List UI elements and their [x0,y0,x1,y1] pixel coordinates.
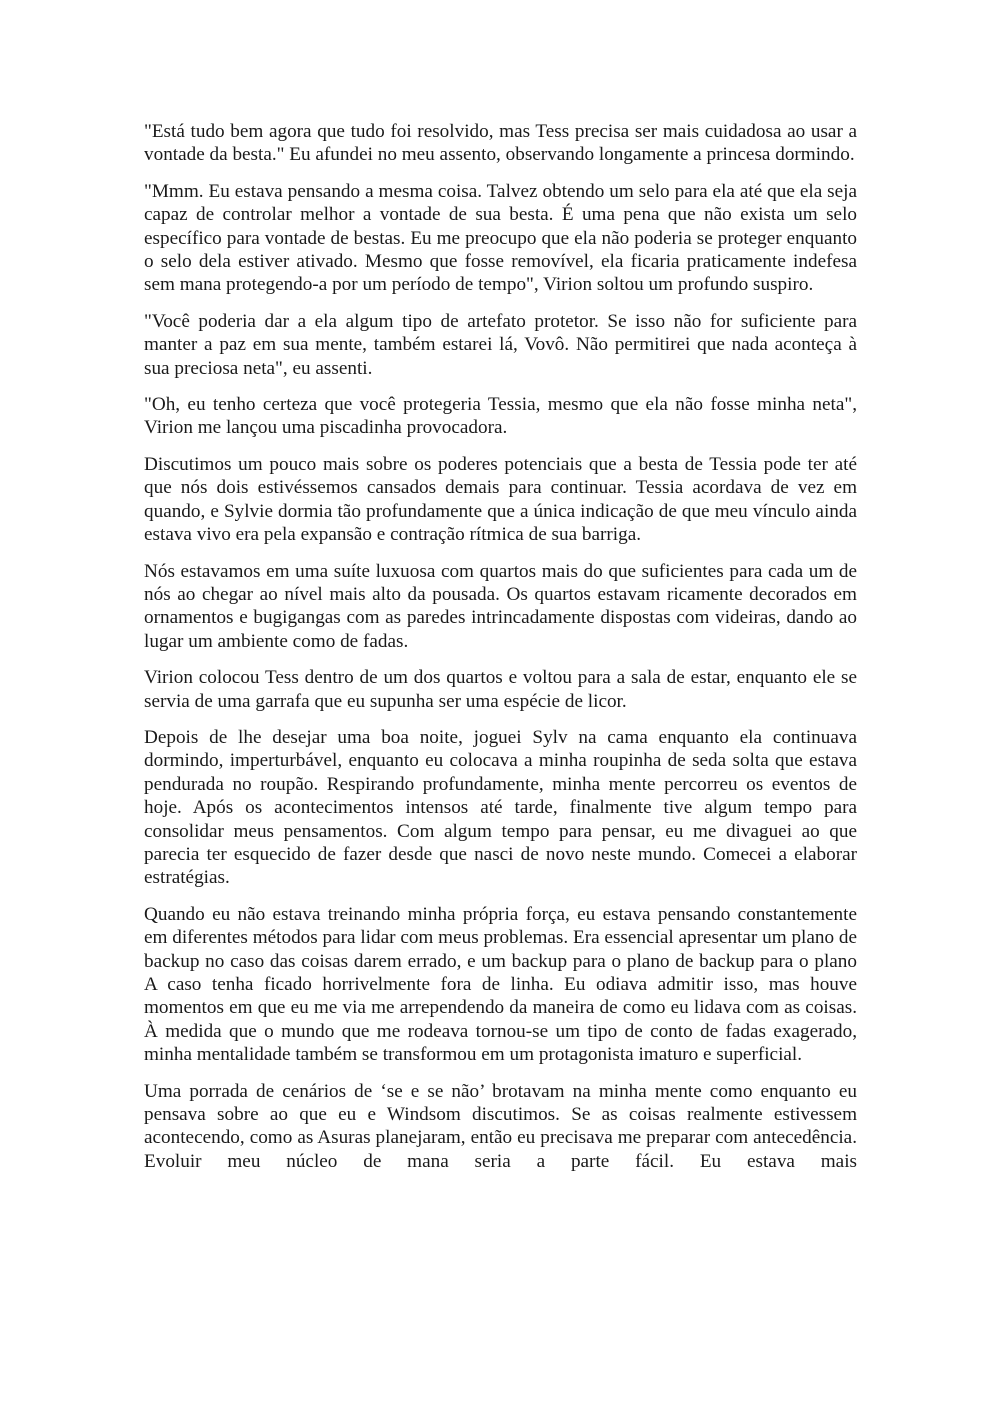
paragraph-8: Depois de lhe desejar uma boa noite, joguei Sylv na cama enquanto ela continuava dormindo, imperturbável, enquanto eu colocava a minha roupinha de seda solta que estava pendurada no roupão. Respirando profundamente, minha mente percorreu os eventos de hoje. Após os acontecimentos intensos até tarde, finalmente tive algum tempo para consolidar meus pensamentos. Com algum tempo para pensar, eu me divaguei ao que parecia ter esquecido de fazer desde que nasci de novo neste mundo. Comecei a elaborar estratégias. [144,726,857,889]
document-page [144,120,857,1186]
paragraph-3: "Você poderia dar a ela algum tipo de artefato protetor. Se isso não for suficiente para manter a paz em sua mente, também estarei lá, Vovô. Não permitirei que nada aconteça à sua preciosa neta", eu assenti. [144,310,857,379]
paragraph-9: Quando eu não estava treinando minha própria força, eu estava pensando constantemente em diferentes métodos para lidar com meus problemas. Era essencial apresentar um plano de backup no caso das coisas darem errado, e um backup para o plano de backup para o plano A caso tenha ficado horrivelmente fora de linha. Eu odiava admitir isso, mas houve momentos em que eu me via me arrependendo da maneira de como eu lidava com as coisas. À medida que o mundo que me rodeava tornou-se um tipo de conto de fadas exagerado, minha mentalidade também se transformou em um protagonista imaturo e superficial. [144,903,857,1066]
paragraph-6: Nós estavamos em uma suíte luxuosa com quartos mais do que suficientes para cada um de nós ao chegar ao nível mais alto da pousada. Os quartos estavam ricamente decorados em ornamentos e bugigangas com as paredes intrincadamente dispostas com videiras, dando ao lugar um ambiente como de fadas. [144,560,857,652]
paragraph-10: Uma porrada de cenários de ‘se e se não’ brotavam na minha mente como enquanto eu pensava sobre ao que eu e Windsom discutimos. Se as coisas realmente estivessem acontecendo, como as Asuras planejaram, então eu precisava me preparar com antecedência. Evoluir meu núcleo de mana seria a parte fácil. Eu estava mais [144,1080,857,1172]
paragraph-4: "Oh, eu tenho certeza que você protegeria Tessia, mesmo que ela não fosse minha neta", Virion me lançou uma piscadinha provocadora. [144,394,857,439]
paragraph-5: Discutimos um pouco mais sobre os poderes potenciais que a besta de Tessia pode ter até que nós dois estivéssemos cansados demais para continuar. Tessia acordava de vez em quando, e Sylvie dormia tão profundamente que a única indicação de que meu vínculo ainda estava vivo era pela expansão e contração rítmica de sua barriga. [144,453,857,546]
paragraph-2: "Mmm. Eu estava pensando a mesma coisa. Talvez obtendo um selo para ela até que ela seja capaz de controlar melhor a vontade de sua besta. É uma pena que não exista um selo específico para vontade de bestas. Eu me preocupo que ela não poderia se proteger enquanto o selo dela estiver ativado. Mesmo que fosse removível, ela ficaria praticamente indefesa sem mana protegendo-a por um período de tempo", Virion soltou um profundo suspiro. [144,180,857,296]
paragraph-1: "Está tudo bem agora que tudo foi resolvido, mas Tess precisa ser mais cuidadosa ao usar a vontade da besta." Eu afundei no meu assento, observando longamente a princesa dormindo. [144,121,857,166]
paragraph-7: Virion colocou Tess dentro de um dos quartos e voltou para a sala de estar, enquanto ele se servia de uma garrafa que eu supunha ser uma espécie de licor. [144,667,857,712]
